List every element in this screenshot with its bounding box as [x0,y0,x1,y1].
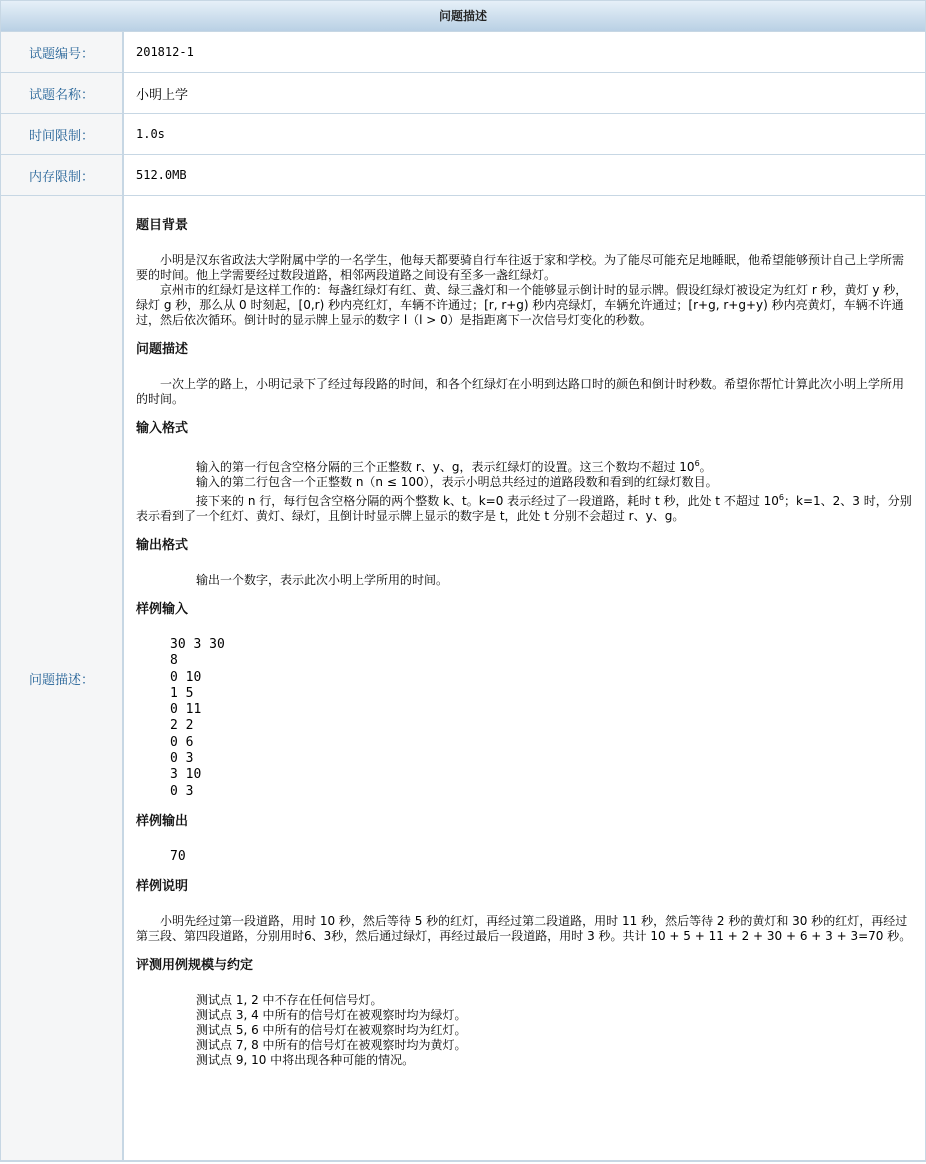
scale-item: 测试点 1, 2 中不存在任何信号灯。 [196,993,383,1008]
paragraph: 小明先经过第一段道路，用时 10 秒，然后等待 5 秒的红灯，再经过第二段道路，用时 11 秒，然后等待 2 秒的黄灯和 30 秒的红灯，再经过第三段、第四段道路，分别用时6、3秒，然后通过绿灯，再经过最后一段道路，用时 3 秒。共计 10 + 5 + 11 + 2 + 30 + 6 + 3 + 3=70 秒。 [136,914,912,944]
scale-item: 测试点 3, 4 中所有的信号灯在被观察时均为绿灯。 [196,1008,467,1023]
field-row-name [1,73,925,114]
paragraph: 输入的第二行包含一个正整数 n（n ≤ 100），表示小明总共经过的道路段数和看到的红绿灯数目。 [196,475,718,489]
field-value: 小明上学 [136,87,189,103]
field-label: 问题描述： [1,196,124,1160]
section-title: 评测用例规模与约定 [136,958,254,974]
field-row-id [1,32,925,73]
paragraph: 一次上学的路上，小明记录下了经过每段路的时间，和各个红绿灯在小明到达路口时的颜色和倒计时秒数。希望你帮忙计算此次小明上学所用的时间。 [136,377,905,406]
field-label: 时间限制： [1,114,124,154]
paragraph: 输出一个数字，表示此次小明上学所用的时间。 [196,573,449,587]
sample-input: 30 3 30 8 0 10 1 5 0 11 2 2 0 6 0 3 3 10 0 3 [170,637,225,799]
scale-item: 测试点 5, 6 中所有的信号灯在被观察时均为红灯。 [196,1023,467,1038]
field-row-description [1,196,925,1161]
section-title: 输出格式 [136,538,189,553]
field-row-memory-limit [1,155,925,196]
paragraph: 小明是汉东省政法大学附属中学的一名学生，他每天都要骑自行车往返于家和学校。为了能尽可能充足地睡眠，他希望能够预计自己上学所需要的时间。他上学需要经过数段道路，相邻两段道路之间设有至多一盏红绿灯。 [136,253,905,282]
section-title: 问题描述 [136,342,189,357]
scale-list [196,993,913,1068]
paragraph: 接下来的 n 行，每行包含空格分隔的两个整数 k、t。k=0 表示经过了一段道路，耗时 t 秒，此处 t 不超过 $10^6$；k=1、2、3 时，分别表示看到了一个红灯、黄灯、绿灯，且倒计时显示牌上显示的数字是 t，此处 t 分别不会超过 r、y、g。 [136,493,912,523]
section-title: 样例输出 [136,813,189,829]
section-title: 题目背景 [136,218,189,233]
field-label: 试题名称： [1,73,124,113]
sample-output: 70 [170,848,186,864]
field-value: 201812-1 [136,45,194,59]
description-content [124,196,925,1160]
field-row-time-limit [1,114,925,155]
section-title: 样例说明 [136,879,189,895]
paragraph: 输入的第一行包含空格分隔的三个正整数 r、y、g，表示红绿灯的设置。这三个数均不超过 $10^6$。 [196,459,712,474]
field-value: 1.0s [136,127,165,141]
table-header: 问题描述 [1,1,925,32]
field-label: 内存限制： [1,155,124,195]
section-title: 样例输入 [136,602,189,617]
paragraph: 京州市的红绿灯是这样工作的：每盏红绿灯有红、黄、绿三盏灯和一个能够显示倒计时的显示牌。假设红绿灯被设定为红灯 r 秒，黄灯 y 秒，绿灯 g 秒，那么从 0 时刻起，[0,r) 秒内亮红灯，车辆不许通过；[r, r+g) 秒内亮绿灯，车辆允许通过；[r+g, r+g+y) 秒内亮黄灯，车辆不许通过，然后依次循环。倒计时的显示牌上显示的数字 l（l > 0）是指距离下一次信号灯变化的秒数。 [136,283,908,327]
scale-item: 测试点 9, 10 中将出现各种可能的情况。 [196,1053,415,1068]
field-value: 512.0MB [136,168,187,182]
scale-item: 测试点 7, 8 中所有的信号灯在被观察时均为黄灯。 [196,1038,467,1053]
field-label: 试题编号： [1,32,124,72]
section-title: 输入格式 [136,421,189,436]
